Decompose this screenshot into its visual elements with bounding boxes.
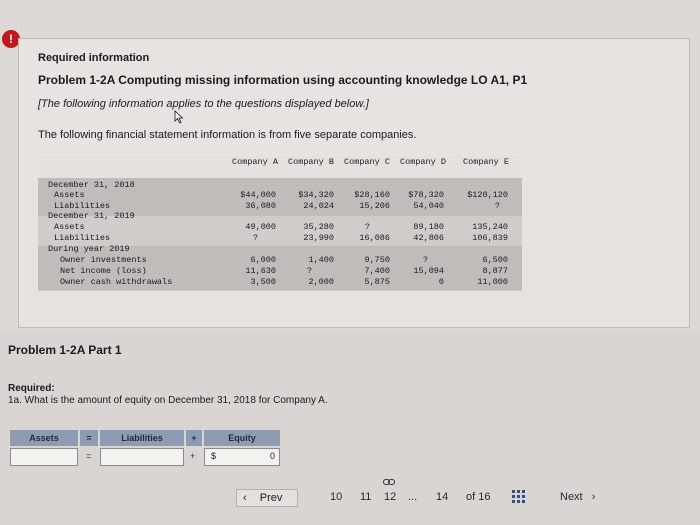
row-label: Owner cash withdrawals xyxy=(60,277,173,287)
table-cell: 9,750 xyxy=(364,255,390,265)
alert-icon: ! xyxy=(2,30,20,48)
table-cell: 15,206 xyxy=(359,201,390,211)
liabilities-input[interactable] xyxy=(100,448,184,466)
applies-note: [The following information applies to the questions displayed below.] xyxy=(38,98,369,110)
table-cell: 0 xyxy=(438,277,444,287)
row-label: Liabilities xyxy=(54,201,111,211)
table-cell: 7,400 xyxy=(364,266,390,276)
table-cell: 89,180 xyxy=(413,222,444,232)
table-cell: 49,000 xyxy=(245,222,276,232)
column-header-company-d: Company D xyxy=(400,157,446,167)
liabilities-header: Liabilities xyxy=(100,430,184,446)
plus-header: + xyxy=(186,430,202,446)
table-cell: $28,160 xyxy=(354,190,390,200)
assets-header: Assets xyxy=(10,430,78,446)
row-label: Assets xyxy=(54,190,85,200)
table-cell: ? xyxy=(252,233,258,243)
table-cell: 106,839 xyxy=(472,233,508,243)
table-cell: 24,024 xyxy=(303,201,334,211)
plus-sign: + xyxy=(190,451,196,461)
link-icon xyxy=(383,478,395,486)
equals-header: = xyxy=(80,430,98,446)
accounting-equation xyxy=(10,430,280,468)
table-cell: ? xyxy=(494,201,500,211)
column-header-company-b: Company B xyxy=(288,157,334,167)
table-cell: 42,806 xyxy=(413,233,444,243)
row-label: December 31, 2018 xyxy=(48,180,135,190)
table-cell: 36,080 xyxy=(245,201,276,211)
equals-sign: = xyxy=(86,451,92,461)
row-label: Net income (loss) xyxy=(60,266,147,276)
table-cell: ? xyxy=(364,222,370,232)
row-label: Liabilities xyxy=(54,233,111,243)
table-cell: 3,500 xyxy=(250,277,276,287)
row-label: Assets xyxy=(54,222,85,232)
intro-text: The following financial statement information is from five separate companies. xyxy=(38,129,417,141)
required-label: Required: xyxy=(8,383,55,394)
next-label: Next xyxy=(560,491,583,503)
table-cell: 6,500 xyxy=(482,255,508,265)
mouse-pointer-icon xyxy=(174,110,184,124)
equity-value: 0 xyxy=(269,451,275,461)
table-cell: 2,000 xyxy=(308,277,334,287)
table-cell: 23,990 xyxy=(303,233,334,243)
problem-title: Problem 1-2A Computing missing information using accounting knowledge LO A1, P1 xyxy=(38,73,528,87)
table-cell: $78,320 xyxy=(408,190,444,200)
page-link[interactable]: 11 xyxy=(360,491,372,503)
current-page[interactable]: 14 xyxy=(436,491,449,503)
assets-input[interactable] xyxy=(10,448,78,466)
required-info-heading: Required information xyxy=(38,52,150,64)
row-label: December 31, 2019 xyxy=(48,211,135,221)
page-count: of 16 xyxy=(466,491,491,503)
financial-table xyxy=(38,156,522,291)
table-cell: $34,320 xyxy=(298,190,334,200)
table-cell: 11,630 xyxy=(245,266,276,276)
row-label: During year 2019 xyxy=(48,244,130,254)
row-label: Owner investments xyxy=(60,255,147,265)
equity-header: Equity xyxy=(204,430,280,446)
table-cell: 135,240 xyxy=(472,222,508,232)
table-cell: 6,000 xyxy=(250,255,276,265)
prev-button[interactable] xyxy=(236,489,298,507)
equity-input[interactable] xyxy=(204,448,280,466)
question-text: 1a. What is the amount of equity on December 31, 2018 for Company A. xyxy=(8,395,328,406)
chevron-left-icon: ‹ xyxy=(243,492,247,504)
part-title: Problem 1-2A Part 1 xyxy=(8,343,122,357)
prev-label: Prev xyxy=(259,492,283,504)
grid-menu-icon[interactable] xyxy=(512,490,526,504)
table-header-row xyxy=(38,156,522,178)
table-cell: $120,120 xyxy=(467,190,508,200)
table-cell: 35,280 xyxy=(303,222,334,232)
table-cell: 1,400 xyxy=(308,255,334,265)
table-cell: 8,877 xyxy=(482,266,508,276)
table-cell: 16,086 xyxy=(359,233,390,243)
table-cell: 11,000 xyxy=(477,277,508,287)
table-cell: 5,875 xyxy=(364,277,390,287)
table-cell: ? xyxy=(422,255,428,265)
page-link[interactable]: 10 xyxy=(330,491,343,503)
column-header-company-e: Company E xyxy=(463,157,509,167)
ellipsis: ... xyxy=(408,491,418,503)
table-cell: $44,000 xyxy=(240,190,276,200)
page-link[interactable]: 12 xyxy=(384,491,397,503)
table-cell: 54,040 xyxy=(413,201,444,211)
next-button[interactable] xyxy=(560,491,595,503)
currency-symbol: $ xyxy=(211,451,217,461)
chevron-right-icon: › xyxy=(591,491,596,503)
column-header-company-c: Company C xyxy=(344,157,390,167)
column-header-company-a: Company A xyxy=(232,157,278,167)
table-cell: 15,094 xyxy=(413,266,444,276)
table-cell: ? xyxy=(306,266,312,276)
